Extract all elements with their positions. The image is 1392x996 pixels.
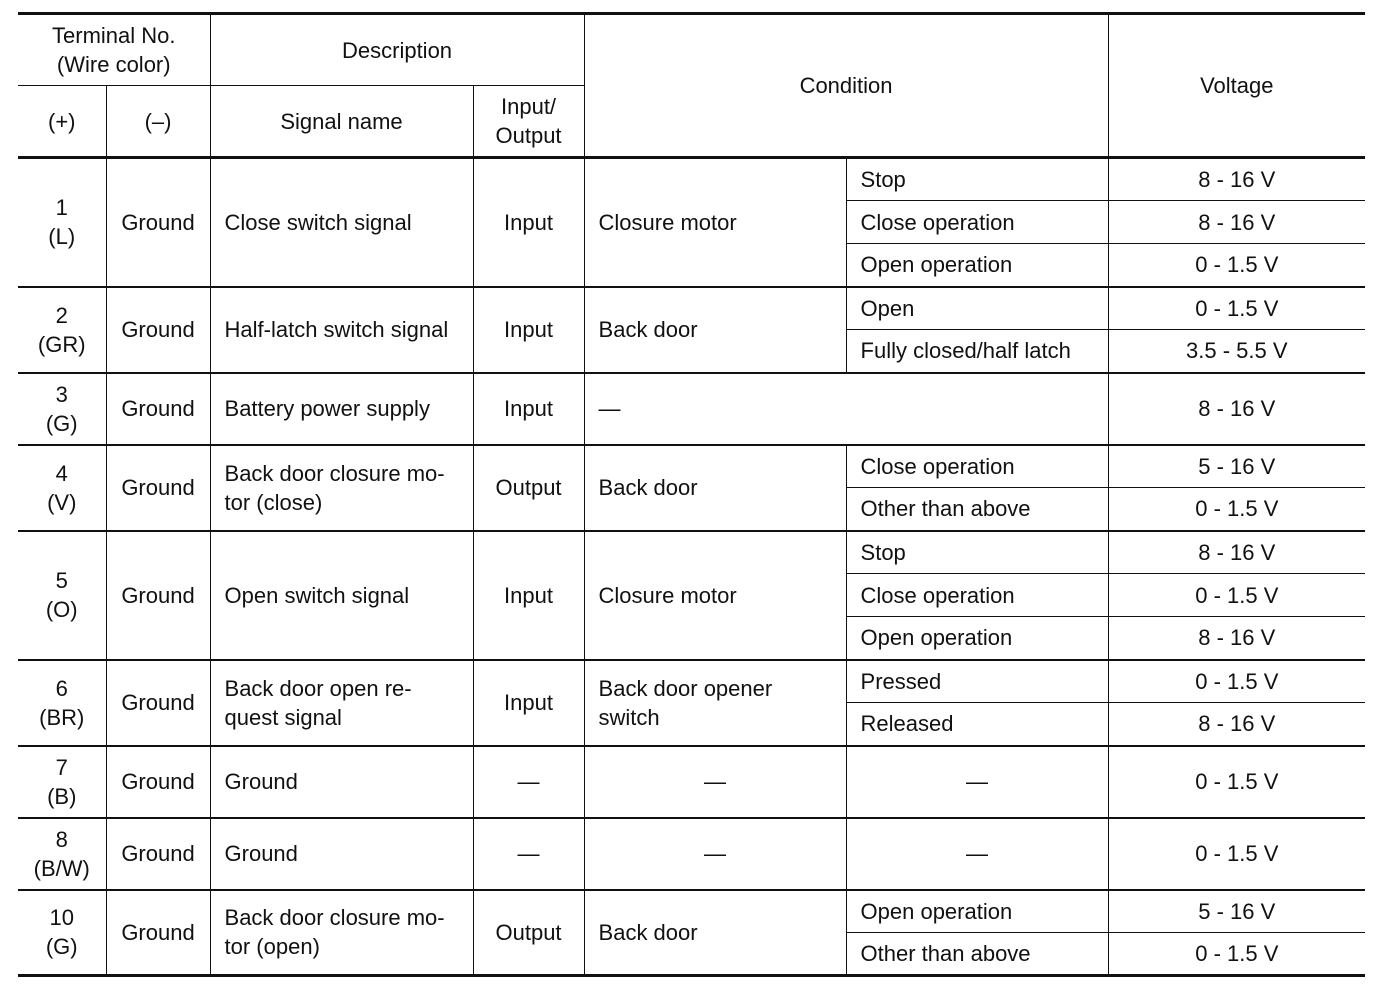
- state-cell: Released: [846, 703, 1108, 746]
- wire-color: (BR): [39, 704, 85, 730]
- condition-line: Back door opener: [598, 675, 773, 701]
- voltage-cell: 8 - 16 V: [1108, 201, 1365, 244]
- voltage-cell: 0 - 1.5 V: [1108, 574, 1365, 617]
- minus-cell: Ground: [106, 660, 210, 746]
- state-cell: Close operation: [846, 201, 1108, 244]
- terminal-number: 10: [49, 905, 74, 931]
- condition-cell: —: [584, 373, 1108, 445]
- terminal-number: 5: [55, 568, 68, 593]
- state-cell: —: [846, 746, 1108, 818]
- terminal-cell: [18, 890, 106, 976]
- terminal-number: 6: [55, 675, 68, 701]
- state-cell: Open: [846, 287, 1108, 330]
- wire-color: (O): [45, 597, 78, 622]
- minus-cell: Ground: [106, 531, 210, 660]
- signal-line: quest signal: [224, 704, 342, 730]
- state-cell: Stop: [846, 158, 1108, 201]
- wire-color: (B/W): [33, 855, 90, 881]
- terminal-cell: [18, 660, 106, 746]
- signal-cell: Ground: [210, 818, 473, 890]
- table-row: [18, 373, 1365, 445]
- voltage-cell: 0 - 1.5 V: [1108, 746, 1365, 818]
- condition-cell: Closure motor: [584, 531, 846, 660]
- state-cell: —: [846, 818, 1108, 890]
- wire-color-header-label: (Wire color): [56, 52, 171, 77]
- state-cell: Other than above: [846, 933, 1108, 976]
- signal-cell: Ground: [210, 746, 473, 818]
- terminal-cell: [18, 287, 106, 373]
- terminal-number: 4: [55, 460, 68, 486]
- minus-cell: Ground: [106, 158, 210, 287]
- terminal-header-label: Terminal No.: [52, 23, 176, 48]
- state-cell: Other than above: [846, 488, 1108, 531]
- description-header: Description: [210, 14, 584, 86]
- voltage-cell: 0 - 1.5 V: [1108, 287, 1365, 330]
- state-cell: Open operation: [846, 617, 1108, 660]
- state-cell: Stop: [846, 531, 1108, 574]
- condition-header: Condition: [584, 14, 1108, 158]
- table-row: [18, 890, 1365, 933]
- table-row: [18, 660, 1365, 703]
- io-cell: Input: [473, 660, 584, 746]
- io-cell: Input: [473, 158, 584, 287]
- voltage-cell: 0 - 1.5 V: [1108, 933, 1365, 976]
- io-cell: —: [473, 746, 584, 818]
- terminal-number: 7: [55, 754, 68, 780]
- voltage-cell: 3.5 - 5.5 V: [1108, 330, 1365, 373]
- voltage-cell: 8 - 16 V: [1108, 617, 1365, 660]
- signal-cell: [210, 890, 473, 976]
- terminal-number: 2: [55, 302, 68, 328]
- io-cell: Output: [473, 445, 584, 531]
- table-row: [18, 818, 1365, 890]
- state-cell: Open operation: [846, 244, 1108, 287]
- terminal-table: [18, 12, 1365, 977]
- wire-color: (GR): [37, 331, 86, 357]
- voltage-cell: 8 - 16 V: [1108, 703, 1365, 746]
- signal-line: tor (open): [224, 934, 320, 960]
- io-cell: Input: [473, 531, 584, 660]
- plus-header: (+): [18, 86, 106, 158]
- terminal-cell: [18, 158, 106, 287]
- io-header-line2: Output: [495, 123, 562, 148]
- minus-cell: Ground: [106, 890, 210, 976]
- voltage-cell: 8 - 16 V: [1108, 373, 1365, 445]
- voltage-cell: 0 - 1.5 V: [1108, 660, 1365, 703]
- voltage-cell: 5 - 16 V: [1108, 890, 1365, 933]
- signal-cell: Close switch signal: [210, 158, 473, 287]
- io-cell: —: [473, 818, 584, 890]
- terminal-cell: [18, 531, 106, 660]
- minus-cell: Ground: [106, 818, 210, 890]
- terminal-cell: [18, 445, 106, 531]
- condition-cell: Back door: [584, 890, 846, 976]
- voltage-cell: 8 - 16 V: [1108, 158, 1365, 201]
- signal-line: tor (close): [224, 489, 323, 515]
- terminal-number: 8: [55, 826, 68, 852]
- state-cell: Fully closed/half latch: [846, 330, 1108, 373]
- table-row: [18, 746, 1365, 818]
- signal-cell: [210, 445, 473, 531]
- io-header-line1: Input/: [501, 94, 557, 119]
- signal-line: Back door open re-: [224, 675, 412, 701]
- terminal-cell: [18, 373, 106, 445]
- signal-cell: Open switch signal: [210, 531, 473, 660]
- state-cell: Close operation: [846, 574, 1108, 617]
- minus-cell: Ground: [106, 287, 210, 373]
- condition-cell: Back door: [584, 287, 846, 373]
- terminal-cell: [18, 746, 106, 818]
- condition-cell: —: [584, 746, 846, 818]
- wire-color: (V): [47, 489, 77, 515]
- io-cell: Input: [473, 373, 584, 445]
- voltage-cell: 8 - 16 V: [1108, 531, 1365, 574]
- voltage-cell: 0 - 1.5 V: [1108, 488, 1365, 531]
- io-cell: Output: [473, 890, 584, 976]
- minus-cell: Ground: [106, 746, 210, 818]
- table-row: [18, 445, 1365, 488]
- table-row: [18, 287, 1365, 330]
- condition-cell: [584, 660, 846, 746]
- signal-cell: [210, 660, 473, 746]
- condition-line: switch: [598, 704, 660, 730]
- io-header: [473, 86, 584, 158]
- voltage-cell: 5 - 16 V: [1108, 445, 1365, 488]
- wire-color: (G): [45, 934, 78, 960]
- minus-cell: Ground: [106, 373, 210, 445]
- condition-cell: Closure motor: [584, 158, 846, 287]
- minus-header: (–): [106, 86, 210, 158]
- terminal-number: 3: [55, 381, 68, 407]
- state-cell: Close operation: [846, 445, 1108, 488]
- voltage-cell: 0 - 1.5 V: [1108, 818, 1365, 890]
- wire-color: (B): [47, 783, 77, 809]
- state-cell: Pressed: [846, 660, 1108, 703]
- signal-name-header: Signal name: [210, 86, 473, 158]
- condition-cell: Back door: [584, 445, 846, 531]
- signal-line: Back door closure mo-: [224, 905, 445, 931]
- terminal-number: 1: [55, 195, 68, 221]
- voltage-header: Voltage: [1108, 14, 1365, 158]
- table-row: [18, 158, 1365, 201]
- table-row: [18, 531, 1365, 574]
- signal-cell: Half-latch switch signal: [210, 287, 473, 373]
- io-cell: Input: [473, 287, 584, 373]
- minus-cell: Ground: [106, 445, 210, 531]
- terminal-cell: [18, 818, 106, 890]
- wire-color: (G): [45, 410, 78, 436]
- voltage-cell: 0 - 1.5 V: [1108, 244, 1365, 287]
- signal-cell: Battery power supply: [210, 373, 473, 445]
- signal-line: Back door closure mo-: [224, 460, 445, 486]
- state-cell: Open operation: [846, 890, 1108, 933]
- wire-color: (L): [48, 224, 76, 250]
- terminal-header: [18, 14, 210, 86]
- condition-cell: —: [584, 818, 846, 890]
